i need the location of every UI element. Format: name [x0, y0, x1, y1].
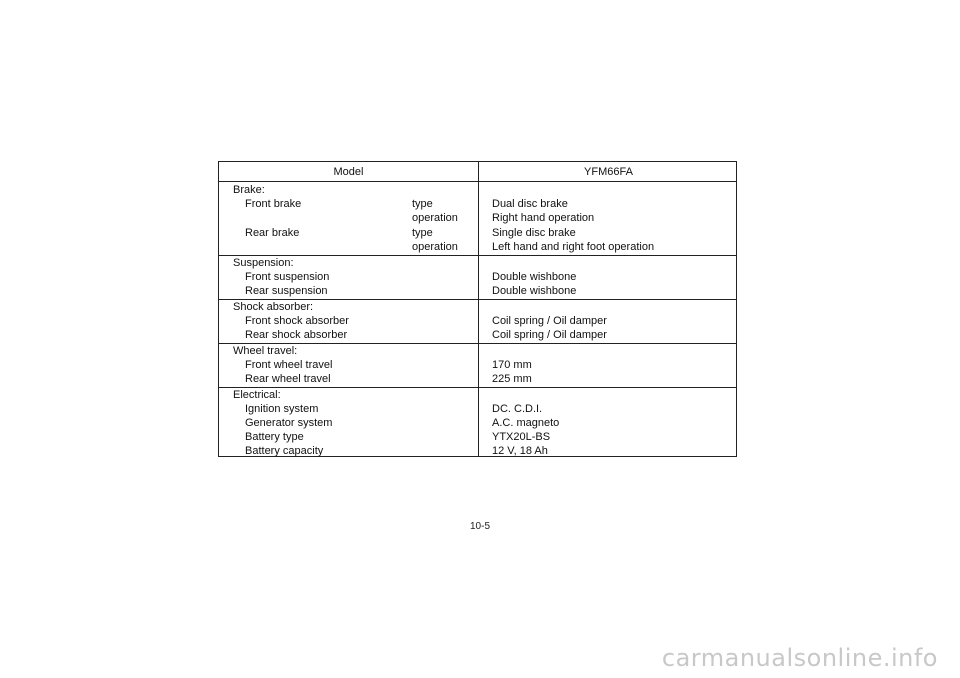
suspension-title: Suspension:: [233, 257, 294, 269]
rear-suspension-value: Double wishbone: [492, 285, 577, 297]
front-brake-type-label: type: [412, 198, 433, 210]
rear-wheel-travel-label: Rear wheel travel: [245, 373, 331, 385]
generator-system-label: Generator system: [245, 417, 333, 429]
rear-brake-operation-label: operation: [412, 241, 458, 253]
model-label: Model: [333, 166, 364, 178]
rear-suspension-label: Rear suspension: [245, 285, 328, 297]
rear-brake-operation-value: Left hand and right foot operation: [492, 241, 655, 253]
section-divider: [219, 387, 736, 388]
front-shock-label: Front shock absorber: [245, 315, 349, 327]
battery-type-label: Battery type: [245, 431, 304, 443]
shock-absorber-title: Shock absorber:: [233, 301, 314, 313]
battery-capacity-label: Battery capacity: [245, 445, 324, 457]
rear-wheel-travel-value: 225 mm: [492, 373, 532, 385]
section-divider: [219, 255, 736, 256]
column-divider: [478, 182, 479, 456]
spec-table: [218, 161, 737, 457]
model-value: YFM66FA: [584, 166, 633, 178]
battery-capacity-value: 12 V, 18 Ah: [492, 445, 548, 457]
front-brake-operation-value: Right hand operation: [492, 212, 595, 224]
generator-system-value: A.C. magneto: [492, 417, 560, 429]
rear-brake-label: Rear brake: [245, 227, 300, 239]
rear-brake-type-value: Single disc brake: [492, 227, 576, 239]
rear-shock-label: Rear shock absorber: [245, 329, 348, 341]
front-shock-value: Coil spring / Oil damper: [492, 315, 607, 327]
front-wheel-travel-label: Front wheel travel: [245, 359, 333, 371]
table-header: [219, 162, 736, 182]
battery-type-value: YTX20L-BS: [492, 431, 551, 443]
front-brake-operation-label: operation: [412, 212, 458, 224]
rear-brake-type-label: type: [412, 227, 433, 239]
wheel-travel-title: Wheel travel:: [233, 345, 298, 357]
ignition-system-value: DC. C.D.I.: [492, 403, 543, 415]
ignition-system-label: Ignition system: [245, 403, 319, 415]
front-suspension-label: Front suspension: [245, 271, 330, 283]
watermark: carmanualsonline.info: [661, 644, 938, 672]
front-brake-type-value: Dual disc brake: [492, 198, 568, 210]
page-number: 10-5: [469, 521, 490, 532]
front-wheel-travel-value: 170 mm: [492, 359, 532, 371]
rear-shock-value: Coil spring / Oil damper: [492, 329, 607, 341]
front-brake-label: Front brake: [245, 198, 302, 210]
electrical-title: Electrical:: [233, 389, 281, 401]
brake-title: Brake:: [233, 184, 265, 196]
front-suspension-value: Double wishbone: [492, 271, 577, 283]
